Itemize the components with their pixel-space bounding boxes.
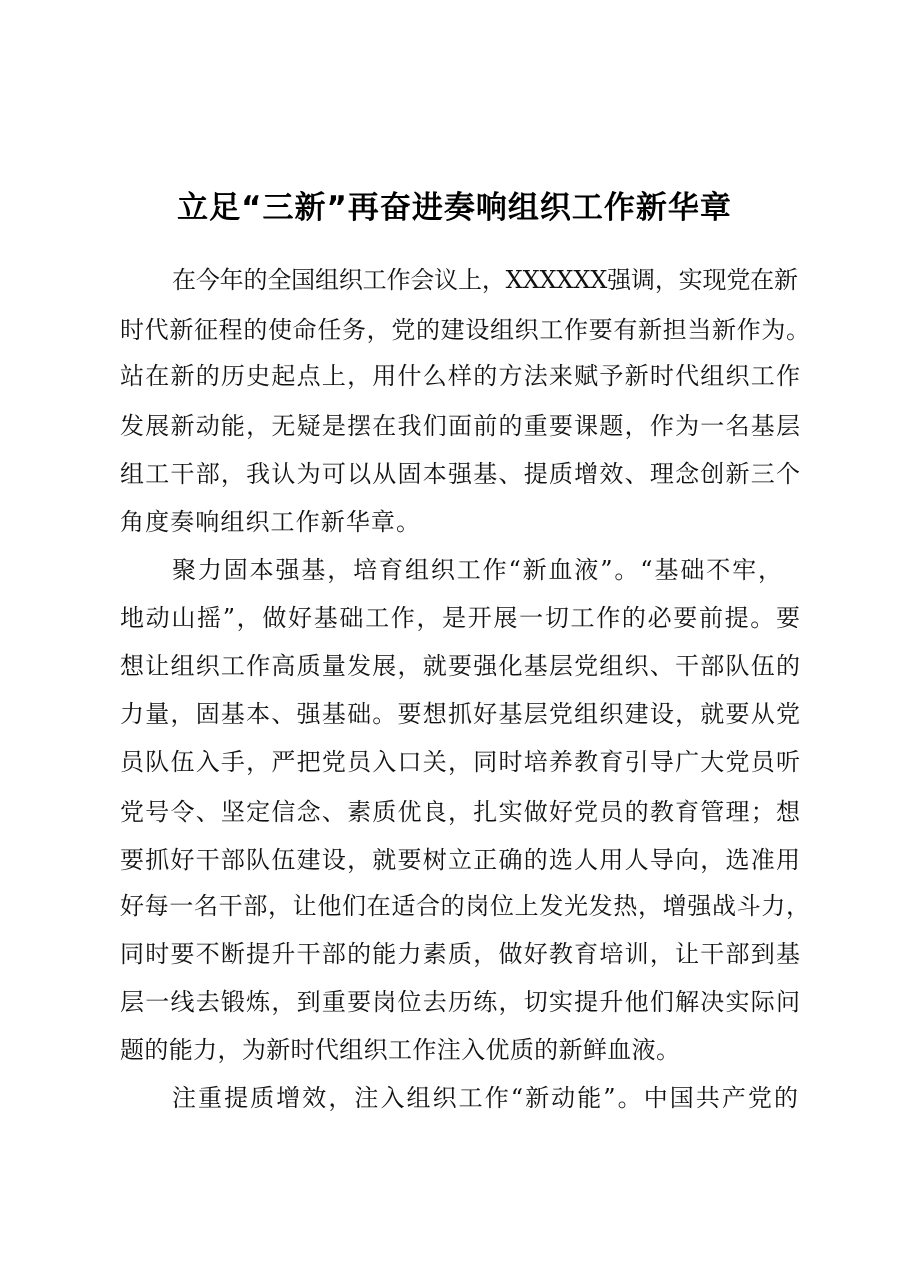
- text-line: 地动山摇”，做好基础工作，是开展一切工作的必要前提。要: [120, 604, 802, 632]
- text-line: 组工干部，我认为可以从固本强基、提质增效、理念创新三个: [120, 460, 802, 488]
- text-line: 时代新征程的使命任务，党的建设组织工作要有新担当新作为。: [120, 316, 811, 344]
- text-line: 员队伍入手，严把党员入口关，同时培养教育引导广大党员听: [120, 748, 802, 776]
- text-line: 发展新动能，无疑是摆在我们面前的重要课题，作为一名基层: [120, 412, 802, 440]
- text-line: 注重提质增效，注入组织工作“新动能”。中国共产党的: [172, 1084, 801, 1112]
- document-title: 立足“三新”再奋进奏响组织工作新华章: [177, 190, 732, 226]
- text-line: 要抓好干部队伍建设，就要树立正确的选人用人导向，选准用: [120, 846, 802, 874]
- text-line: 角度奏响组织工作新华章。: [120, 508, 422, 536]
- text-line: 党号令、坚定信念、素质优良，扎实做好党员的教育管理；想: [120, 798, 802, 826]
- text-line: 在今年的全国组织工作会议上，XXXXXX强调，实现党在新: [172, 266, 798, 294]
- text-line: 聚力固本强基，培育组织工作“新血液”。“基础不牢，: [172, 556, 784, 584]
- text-line: 层一线去锻炼，到重要岗位去历练，切实提升他们解决实际问: [120, 988, 802, 1016]
- text-line: 好每一名干部，让他们在适合的岗位上发光发热，增强战斗力，: [120, 892, 811, 920]
- text-line: 题的能力，为新时代组织工作注入优质的新鲜血液。: [120, 1036, 681, 1064]
- text-line: 想让组织工作高质量发展，就要强化基层党组织、干部队伍的: [120, 652, 802, 680]
- text-line: 站在新的历史起点上，用什么样的方法来赋予新时代组织工作: [120, 362, 802, 390]
- text-line: 同时要不断提升干部的能力素质，做好教育培训，让干部到基: [120, 940, 802, 968]
- text-line: 力量，固基本、强基础。要想抓好基层党组织建设，就要从党: [120, 700, 802, 728]
